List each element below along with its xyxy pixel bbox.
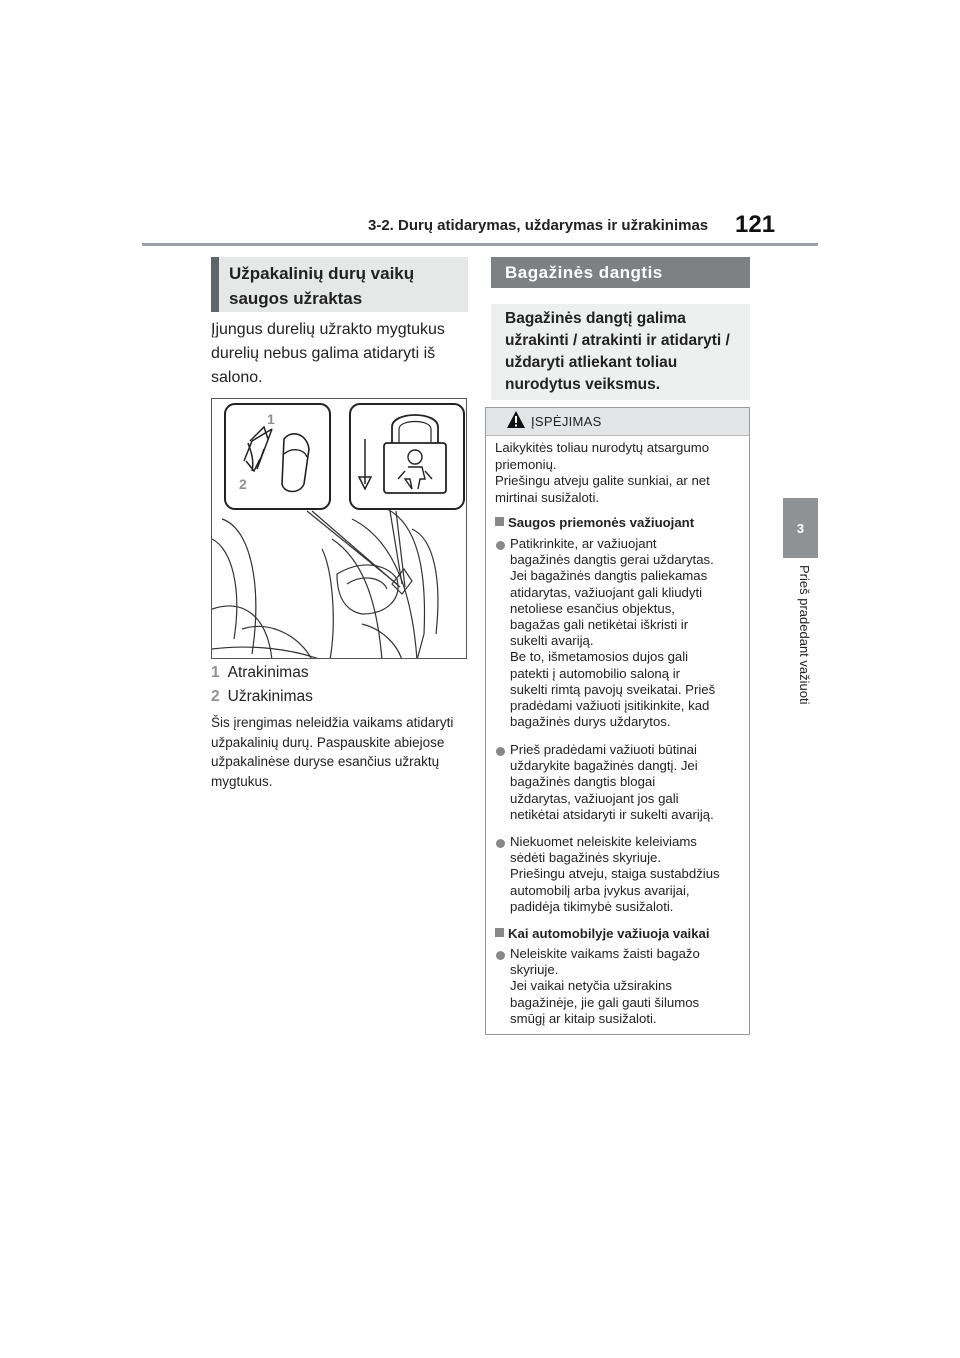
legend-item-unlock — [211, 664, 309, 682]
legend-label: Atrakinimas — [227, 664, 309, 681]
warning-intro — [495, 440, 710, 506]
text-line: Jei bagažinės dangtis paliekamas — [510, 568, 708, 584]
heading-line: Užpakalinių durų vaikų — [229, 264, 415, 283]
section-title: 3-2. Durų atidarymas, uždarymas ir užrakinimas — [368, 217, 709, 234]
square-bullet-icon — [495, 928, 504, 937]
section-title: Saugos priemonės važiuojant — [508, 515, 695, 530]
legend-number: 1 — [211, 664, 220, 681]
text-line: Be to, išmetamosios dujos gali — [510, 649, 689, 665]
text-line: bagažinės dangtis gerai uždarytas. — [510, 552, 714, 568]
text-line: Niekuomet neleiskite keleiviams — [510, 834, 697, 849]
child-lock-note: Šis įrengimas neleidžia vaikams atidaryti užpakalinių durų. Paspauskite abiejose užpakalinėse duryse esančius užraktų mygtukus. — [211, 715, 454, 789]
warning-triangle-icon — [506, 410, 526, 429]
round-bullet-icon — [496, 951, 505, 960]
text-line: sukelti avariją. — [510, 633, 594, 649]
text-line: patekti į automobilio saloną ir — [510, 665, 681, 681]
page-number: 121 — [735, 211, 776, 238]
text-line: Patikrinkite, ar važiuojant — [510, 536, 657, 551]
square-bullet-icon — [495, 517, 504, 526]
text-line: bagažinėje, jie gali gauti šilumos — [510, 994, 700, 1010]
text-line: uždarykite bagažinės dangtį. Jei — [510, 758, 698, 774]
text-line: Laikykitės toliau nurodytų atsargumo — [495, 440, 710, 455]
text-line: automobilį arba įvykus avarijai, — [510, 882, 690, 898]
text-line: sukelti rimtą pavojų sveikatai. Prieš — [510, 681, 716, 697]
legend-label: Užrakinimas — [227, 688, 313, 705]
child-lock-illustration — [211, 398, 467, 659]
callout-number-2: 2 — [239, 476, 247, 492]
text-line: pradėdami važiuoti įsitikinkite, kad — [510, 698, 710, 714]
warning-bullet — [510, 742, 745, 823]
warning-title: ĮSPĖJIMAS — [531, 414, 602, 429]
chapter-tab: 3 — [783, 498, 818, 558]
text-line: netikėtai atsidaryti ir sukelti avariją. — [510, 806, 714, 822]
trunk-heading: Bagažinės dangtis — [491, 257, 750, 288]
text-line: Jei vaikai netyčia užsirakins — [510, 978, 672, 994]
text-line: netoliese esančius objektus, — [510, 600, 675, 616]
warning-section-driving — [495, 515, 694, 530]
round-bullet-icon — [496, 747, 505, 756]
round-bullet-icon — [496, 541, 505, 550]
callout-number-1: 1 — [267, 411, 275, 427]
warning-bullet — [510, 946, 745, 1027]
text-line: bagažinės dangtis blogai — [510, 774, 656, 790]
heading-line: saugos užraktas — [229, 289, 363, 308]
text-line: priemonių. — [495, 456, 557, 472]
text-line: smūgį ar kitaip susižaloti. — [510, 1010, 657, 1026]
text-line: Neleiskite vaikams žaisti bagažo — [510, 946, 700, 961]
legend-item-lock — [211, 688, 313, 706]
round-bullet-icon — [496, 839, 505, 848]
text-line: padidėja tikimybė susižaloti. — [510, 898, 674, 914]
text-line: atidarytas, važiuojant gali kliudyti — [510, 584, 703, 600]
door-illustration-svg — [212, 399, 467, 659]
text-line: Priešingu atveju, staiga sustabdžius — [510, 866, 720, 882]
chapter-title: Prieš pradedant važiuoti — [797, 565, 812, 705]
warning-bullet — [510, 536, 745, 730]
text-line: skyriuje. — [510, 962, 559, 978]
text-line: bagažas gali netikėtai iškristi ir — [510, 617, 689, 633]
text-line: uždarytas, važiuojant jos gali — [510, 790, 679, 806]
legend-number: 2 — [211, 688, 220, 705]
trunk-intro-text: Bagažinės dangtį galima užrakinti / atrakinti ir atidaryti / uždaryti atliekant toliau nurodytus veiksmus. — [505, 310, 730, 393]
trunk-intro — [491, 304, 750, 400]
child-lock-intro: Įjungus durelių užrakto mygtukus durelių nebus galima atidaryti iš salono. — [211, 321, 445, 386]
warning-section-children — [495, 926, 710, 941]
text-line: sėdėti bagažinės skyriuje. — [510, 850, 662, 866]
text-line: mirtinai susižaloti. — [495, 489, 600, 505]
text-line: Prieš pradėdami važiuoti būtinai — [510, 742, 697, 757]
warning-bullet — [510, 834, 745, 915]
child-lock-heading — [211, 257, 468, 312]
section-title: Kai automobilyje važiuoja vaikai — [508, 926, 710, 941]
header-rule — [142, 243, 818, 246]
text-line: Priešingu atveju galite sunkiai, ar net — [495, 473, 710, 488]
text-line: bagažinės durys uždarytos. — [510, 714, 671, 730]
